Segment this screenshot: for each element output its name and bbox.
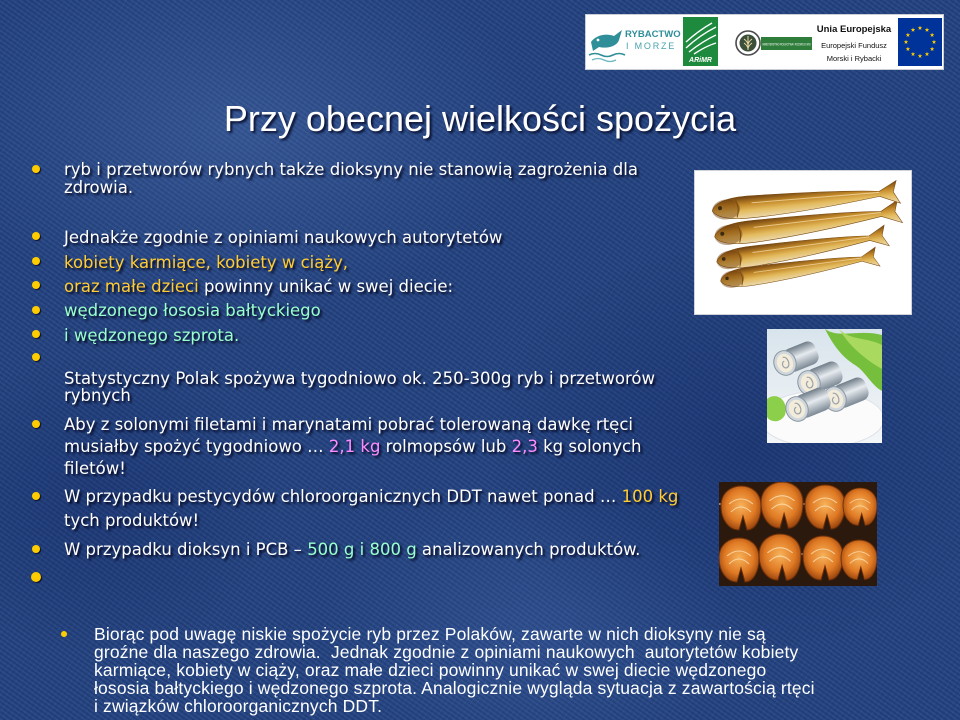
- bullet-item: [64, 327, 239, 345]
- bullet-line: [64, 161, 638, 179]
- bullet-marker: [32, 545, 40, 553]
- arimr-logo-text: ARiMR: [689, 57, 712, 64]
- bullet-line: [64, 458, 642, 480]
- bullet-line: [64, 370, 655, 387]
- bullet-line: [64, 179, 638, 197]
- text-segment: kg solonych: [537, 437, 642, 456]
- bullet-marker: [32, 165, 40, 173]
- rolmops-photo: [767, 329, 882, 443]
- highlight-segment: kobiety karmiące, kobiety w ciąży,: [64, 253, 349, 272]
- bullet-item: [64, 302, 321, 320]
- ministry-logo: [736, 31, 812, 55]
- morze-logo-text: I MORZE: [626, 41, 677, 51]
- bullet-marker: [32, 232, 40, 240]
- salmon-steak: [761, 482, 803, 528]
- bullet-line: [64, 414, 642, 436]
- eu-title-text: Unia Europejska: [816, 24, 892, 35]
- smoked-salmon-photo: [719, 482, 877, 586]
- bullet-item: [64, 278, 453, 296]
- salmon-steak: [719, 538, 759, 582]
- smoked-fish-photo: [695, 171, 911, 314]
- bullet-marker: [32, 353, 40, 361]
- highlight-segment: i wędzonego szprota.: [64, 326, 240, 345]
- bullet-line: [64, 485, 678, 509]
- bullet-line: [64, 509, 678, 533]
- note-line: łososia bałtyckiego i wędzonego szprota. Analogicznie wygląda sytuacja z zawartością rtęci: [94, 678, 815, 698]
- bullet-marker: [32, 492, 40, 500]
- salmon-steak: [721, 486, 761, 530]
- bullet-marker: [32, 420, 40, 428]
- text-segment: ryb i przetworów rybnych także dioksyny nie stanowią zagrożenia dla: [64, 160, 638, 179]
- sponsor-logos: [586, 15, 943, 69]
- eu-fund-text: [817, 24, 892, 63]
- note-line: groźne dla naszego zdrowia. Jednak zgodnie z opiniami naukowych autorytetów kobiety: [94, 642, 799, 662]
- bullet-line: [64, 278, 453, 296]
- text-segment: Statystyczny Polak spożywa tygodniowo ok. 250-300g ryb i przetworów: [64, 369, 655, 388]
- eagle-emblem-icon: [736, 31, 760, 55]
- text-segment: analizowanych produktów.: [416, 540, 641, 559]
- text-segment: Jednakże zgodnie z opiniami naukowych autorytetów: [64, 228, 503, 247]
- bullet-line: [64, 229, 502, 247]
- rybactwo-i-morze-logo: [589, 29, 681, 62]
- salmon-steak: [843, 488, 877, 525]
- bullet-line: [64, 387, 655, 404]
- bullet-line: [64, 436, 642, 458]
- bullet-line: [64, 302, 321, 320]
- eu-fund-line: Europejski Fundusz: [821, 41, 887, 50]
- bullet-line: [64, 327, 239, 345]
- text-segment: zdrowia.: [64, 178, 134, 197]
- highlight-segment: wędzonego łososia bałtyckiego: [64, 301, 321, 320]
- bullet-item: [64, 370, 655, 404]
- bullet-marker: [32, 306, 40, 314]
- salmon-steak: [759, 534, 801, 580]
- eu-fund-line: Morski i Rybacki: [826, 54, 882, 63]
- bullet-item: [64, 161, 638, 197]
- highlight-segment: oraz małe dzieci: [64, 277, 199, 296]
- bullet-item: [64, 485, 678, 533]
- bullet-marker: [32, 281, 40, 289]
- speaker-note-text: [94, 625, 815, 715]
- bullet-line: [64, 541, 640, 559]
- rybactwo-logo-text: RYBACTWO: [625, 29, 681, 40]
- bullet-item: [64, 414, 642, 480]
- highlight-segment: 2,3: [511, 437, 538, 456]
- salmon-steak: [805, 485, 845, 529]
- highlight-segment: 100 kg: [621, 487, 679, 506]
- highlight-segment: 500 g i 800 g: [307, 540, 417, 559]
- text-segment: W przypadku pestycydów chloroorganicznych DDT nawet ponad …: [64, 487, 622, 506]
- text-segment: tych produktów!: [64, 511, 200, 530]
- bullet-item: [64, 229, 502, 247]
- note-line: Biorąc pod uwagę niskie spożycie ryb przez Polaków, zawarte w nich dioksyny nie są: [94, 624, 766, 644]
- note-line: i związków chloroorganicznych DDT.: [94, 696, 383, 716]
- bullet-item: [64, 541, 640, 559]
- text-segment: rolmopsów lub: [380, 437, 512, 456]
- arimr-logo: [683, 17, 718, 66]
- text-segment: Aby z solonymi filetami i marynatami pobrać tolerowaną dawkę rtęci: [64, 415, 633, 434]
- bullet-marker: [32, 330, 40, 338]
- salmon-steak: [803, 536, 843, 580]
- highlight-segment: 2,1 kg: [328, 437, 381, 456]
- text-segment: powinny unikać w swej diecie:: [198, 277, 454, 296]
- empty-bullet-marker: [31, 572, 41, 582]
- bullet-line: [64, 254, 348, 272]
- ministry-logo-text: MINISTERSTWO ROLNICTWA I ROZWOJU WSI: [762, 42, 811, 47]
- text-segment: rybnych: [64, 386, 131, 405]
- fish-boat-icon: [589, 30, 625, 62]
- salmon-steak: [841, 540, 877, 580]
- text-segment: filetów!: [64, 459, 126, 478]
- note-line: karmiące, kobiety w ciąży, oraz małe dzieci powinny unikać w swej diecie wędzonego: [94, 660, 767, 680]
- note-bullet-marker: [61, 631, 67, 637]
- text-segment: W przypadku dioksyn i PCB –: [64, 540, 308, 559]
- bullet-item: [64, 254, 348, 272]
- text-segment: musiałby spożyć tygodniowo …: [64, 437, 329, 456]
- eu-flag-icon: [898, 18, 942, 66]
- slide-title: Przy obecnej wielkości spożycia: [223, 98, 737, 139]
- sponsor-logos-banner: [586, 15, 943, 69]
- bullet-marker: [32, 257, 40, 265]
